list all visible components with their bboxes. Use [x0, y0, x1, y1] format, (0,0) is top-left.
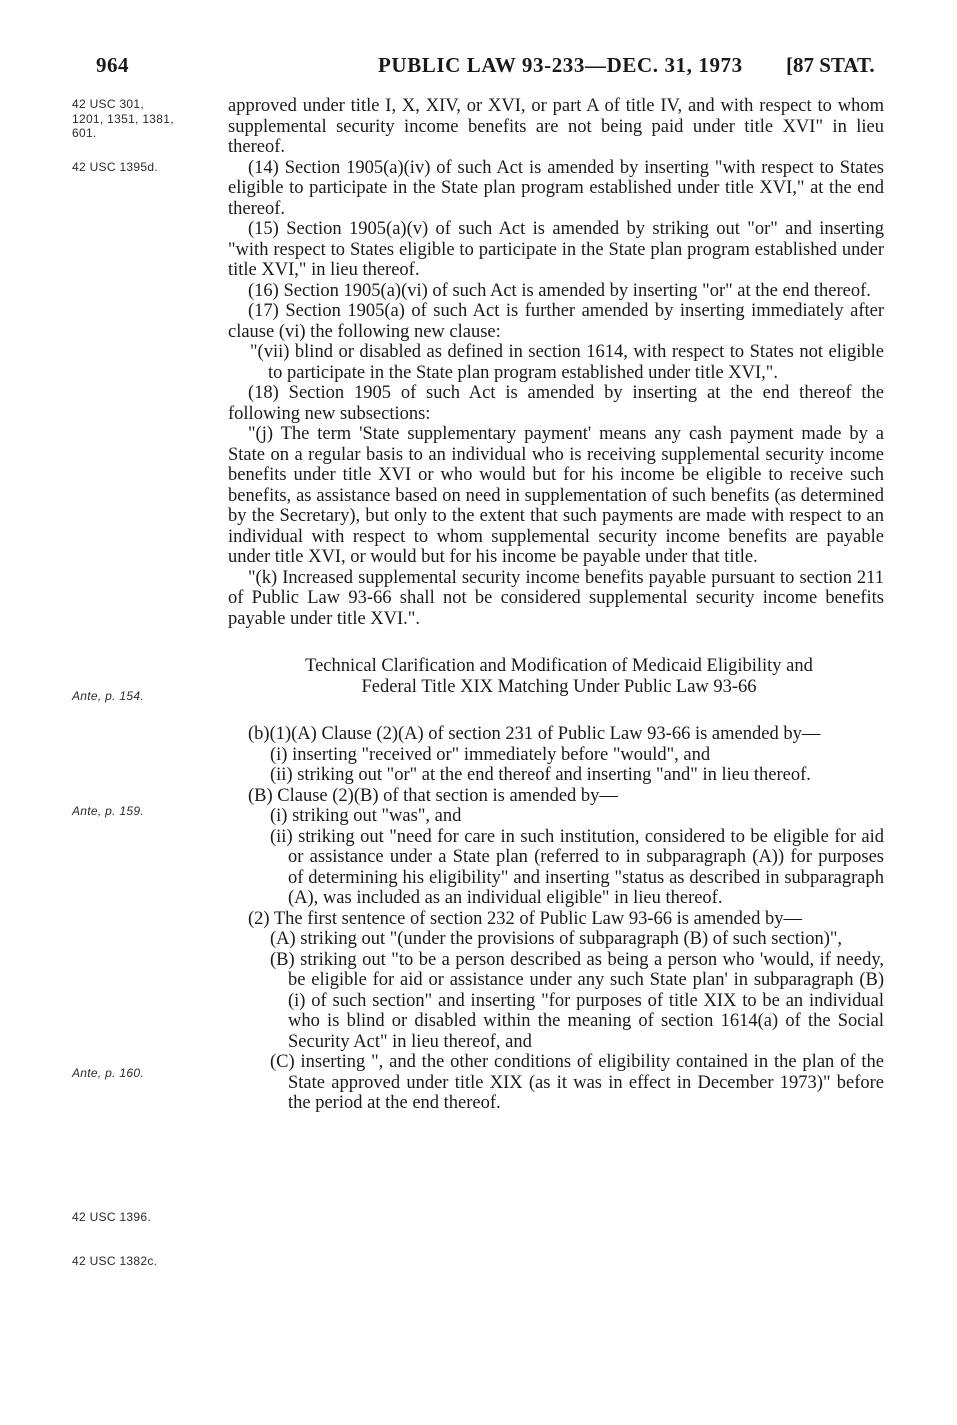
paragraph: (B) striking out "to be a person described as being a person who 'would, if needy, be eligible for aid or assistance under any such State plan' in subparagraph (B)(i) of such section" and inserting "for purposes of title XIX to be an individual who is blind or disabled within the meaning of section 1614(a) of the Social Security Act" in lieu thereof, and: [270, 949, 884, 1052]
margin-note: [72, 1066, 212, 1081]
paragraph: (ii) striking out "need for care in such institution, considered to be eligible for aid or assistance under a State plan (referred to in subparagraph (A)) for purposes of determining his eligibility" and inserting "status as described in subparagraph (A), was included as an individual eligible" in lieu thereof.: [270, 826, 884, 908]
margin-note-line: Ante, p. 154.: [72, 689, 144, 703]
running-head: [0, 50, 957, 84]
margin-note: [72, 1254, 212, 1269]
margin-note-line: 601.: [72, 126, 97, 140]
margin-note-line: 42 USC 301,: [72, 97, 145, 111]
paragraph: (15) Section 1905(a)(v) of such Act is amended by striking out "or" and inserting "with respect to States eligible to participate in the State plan program established under title XVI," in lieu thereof.: [228, 219, 884, 280]
margin-note-line: Ante, p. 159.: [72, 804, 144, 818]
paragraph: (C) inserting ", and the other conditions of eligibility contained in the plan of the State approved under title XIX (as it was in effect in December 1973)" before the period at the end thereof.: [270, 1052, 884, 1113]
margin-note: [72, 160, 212, 175]
paragraph: (14) Section 1905(a)(iv) of such Act is amended by inserting "with respect to States eligible to participate in the State plan program established under title XVI," at the end thereof.: [228, 157, 884, 219]
running-title: PUBLIC LAW 93-233—DEC. 31, 1973: [378, 53, 743, 77]
margin-note: [72, 97, 212, 141]
paragraph: (b)(1)(A) Clause (2)(A) of section 231 of Public Law 93-66 is amended by—: [248, 724, 821, 744]
paragraph: (17) Section 1905(a) of such Act is further amended by inserting immediately after clause (vi) the following new clause:: [228, 301, 884, 342]
paragraph: "(k) Increased supplemental security income benefits payable pursuant to section 211 of Public Law 93-66 shall not be considered supplemental security income benefits payable under title XVI.".: [228, 567, 884, 629]
statute-reference: [87 STAT.: [786, 53, 875, 77]
paragraph: approved under title I, X, XIV, or XVI, or part A of title IV, and with respect to whom supplemental security income benefits are not being paid under title XVI" in lieu thereof.: [228, 96, 884, 157]
paragraph: (16) Section 1905(a)(vi) of such Act is amended by inserting "or" at the end thereof.: [248, 280, 871, 301]
section-heading-line: Technical Clarification and Modification of Medicaid Eligibility and: [305, 656, 813, 676]
paragraph: (i) inserting "received or" immediately before "would", and: [270, 744, 711, 765]
body-text: [228, 96, 884, 1114]
margin-note-line: 42 USC 1382c.: [72, 1254, 158, 1268]
paragraph: "(vii) blind or disabled as defined in section 1614, with respect to States not eligible to participate in the State plan program established under title XVI,".: [250, 342, 884, 383]
paragraph: (ii) striking out "or" at the end thereof and inserting "and" in lieu thereof.: [270, 765, 811, 785]
margin-note-line: 42 USC 1396.: [72, 1210, 151, 1224]
paragraph: "(j) The term 'State supplementary payment' means any cash payment made by a State on a regular basis to an individual who is receiving supplemental security income benefits under title XVI or who would but for his income be eligible to receive such benefits, as assistance based on need in supplementation of such benefits (as determined by the Secretary), but only to the extent that such payments are made with respect to an individual with respect to whom supplemental security income benefits are payable under title XVI, or would but for his income be payable under that title.: [228, 424, 884, 567]
paragraph: (B) Clause (2)(B) of that section is amended by—: [248, 785, 618, 806]
page-number: 964: [96, 53, 129, 77]
section-heading-line: Federal Title XIX Matching Under Public Law 93-66: [361, 677, 757, 697]
paragraph: (i) striking out "was", and: [270, 806, 462, 826]
margin-note: [72, 1210, 212, 1225]
margin-note-line: Ante, p. 160.: [72, 1066, 144, 1080]
margin-note-line: 1201, 1351, 1381,: [72, 111, 174, 126]
paragraph: (18) Section 1905 of such Act is amended by inserting at the end thereof the following new subsections:: [228, 383, 884, 424]
paragraph: (A) striking out "(under the provisions of subparagraph (B) of such section)",: [270, 929, 843, 949]
section-heading: [228, 656, 884, 698]
margin-note-line: 42 USC 1395d.: [72, 160, 158, 174]
paragraph: (2) The first sentence of section 232 of Public Law 93-66 is amended by—: [248, 908, 803, 929]
margin-note: [72, 689, 212, 704]
margin-note: [72, 804, 212, 819]
